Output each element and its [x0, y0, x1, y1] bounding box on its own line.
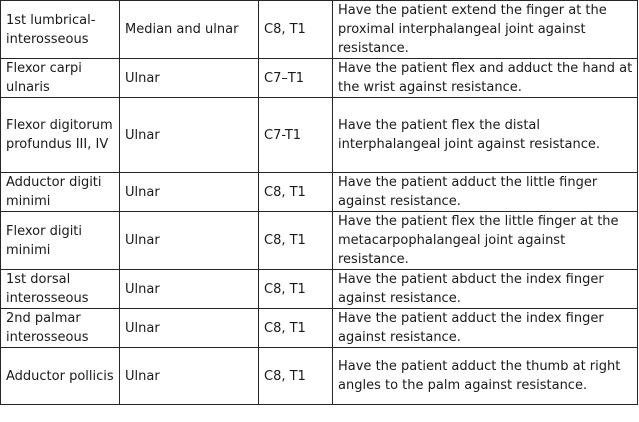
test-cell: Have the patient adduct the thumb at right angles to the palm against resistance. [333, 348, 638, 405]
nerve-cell: Ulnar [120, 98, 259, 173]
table-row [1, 59, 638, 98]
table-row [1, 348, 638, 405]
root-cell: C8, T1 [259, 270, 333, 309]
test-cell: Have the patient adduct the little finger against resistance. [333, 173, 638, 212]
test-cell: Have the patient flex the little finger at the metacarpophalangeal joint against resistance. [333, 212, 638, 270]
muscle-cell: 2nd palmar interosseous [1, 309, 120, 348]
muscle-cell: 1st lumbrical-interosseous [1, 1, 120, 59]
table-row [1, 270, 638, 309]
muscle-cell: 1st dorsal interosseous [1, 270, 120, 309]
table-row [1, 173, 638, 212]
root-cell: C7–T1 [259, 59, 333, 98]
test-cell: Have the patient extend the finger at the proximal interphalangeal joint against resistance. [333, 1, 638, 59]
muscle-cell: Flexor carpi ulnaris [1, 59, 120, 98]
nerve-cell: Ulnar [120, 270, 259, 309]
nerve-cell: Ulnar [120, 173, 259, 212]
muscle-cell: Flexor digiti minimi [1, 212, 120, 270]
root-cell: C8, T1 [259, 348, 333, 405]
nerve-cell: Ulnar [120, 59, 259, 98]
muscle-cell: Adductor digiti minimi [1, 173, 120, 212]
table-row [1, 1, 638, 59]
test-cell: Have the patient abduct the index finger against resistance. [333, 270, 638, 309]
nerve-cell: Ulnar [120, 309, 259, 348]
table-row [1, 98, 638, 173]
root-cell: C8, T1 [259, 309, 333, 348]
test-cell: Have the patient adduct the index finger against resistance. [333, 309, 638, 348]
nerve-cell: Median and ulnar [120, 1, 259, 59]
root-cell: C8, T1 [259, 212, 333, 270]
test-cell: Have the patient flex and adduct the hand at the wrist against resistance. [333, 59, 638, 98]
root-cell: C7-T1 [259, 98, 333, 173]
root-cell: C8, T1 [259, 1, 333, 59]
test-cell: Have the patient flex the distal interphalangeal joint against resistance. [333, 98, 638, 173]
root-cell: C8, T1 [259, 173, 333, 212]
nerve-cell: Ulnar [120, 212, 259, 270]
nerve-cell: Ulnar [120, 348, 259, 405]
muscle-cell: Adductor pollicis [1, 348, 120, 405]
muscle-cell: Flexor digitorum profundus III, IV [1, 98, 120, 173]
table-row [1, 309, 638, 348]
table-row [1, 212, 638, 270]
